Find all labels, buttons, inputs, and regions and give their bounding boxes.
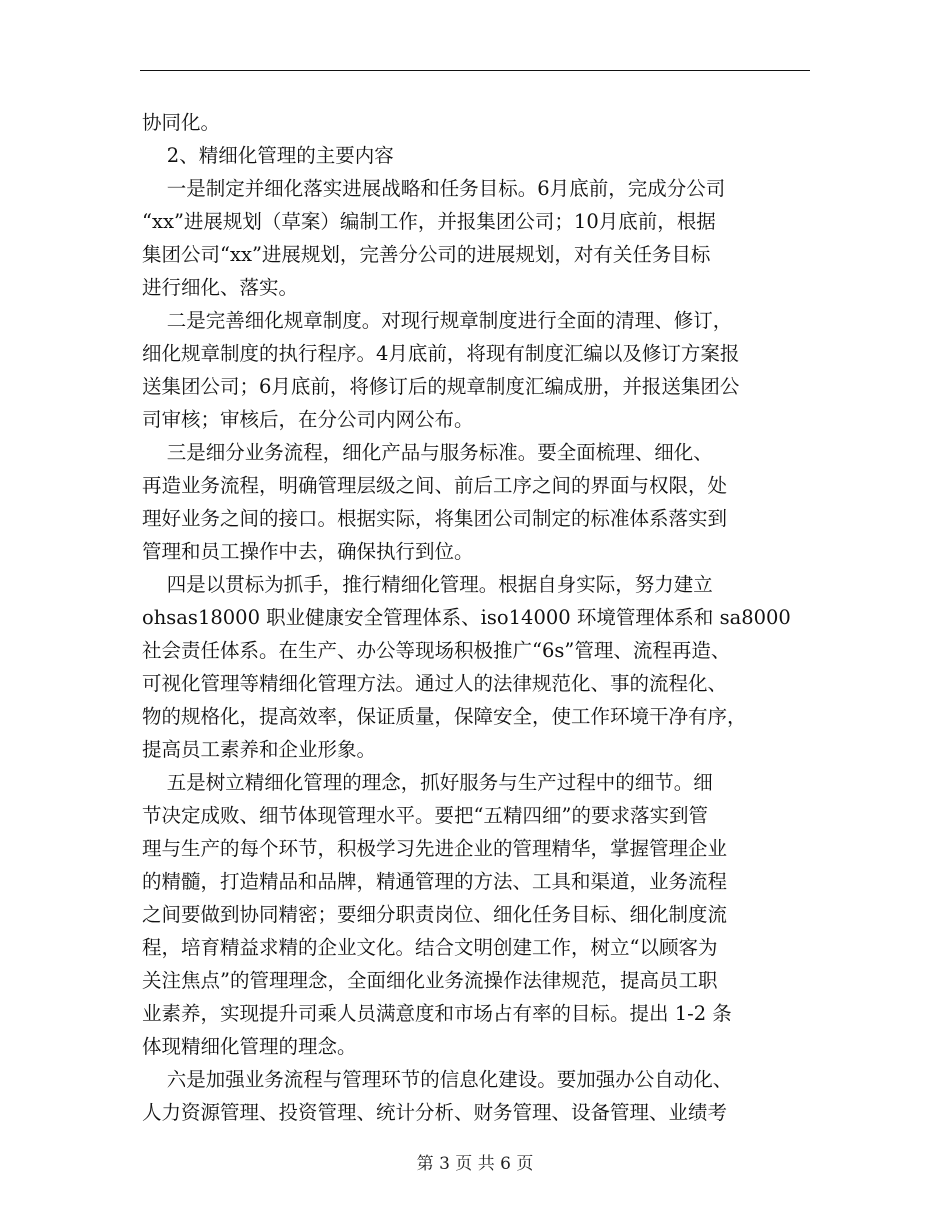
text-line: 二是完善细化规章制度。对现行规章制度进行全面的清理、修订， — [142, 309, 733, 332]
text-line: 社会责任体系。在生产、办公等现场积极推广“6s”管理、流程再造、 — [142, 639, 731, 662]
text-line: 提高员工素养和企业形象。 — [142, 738, 377, 761]
text-line: 五是树立精细化管理的理念，抓好服务与生产过程中的细节。细 — [142, 771, 713, 794]
text-line: 三是细分业务流程，细化产品与服务标准。要全面梳理、细化、 — [142, 441, 713, 464]
text-line: 四是以贯标为抓手，推行精细化管理。根据自身实际，努力建立 — [142, 573, 713, 596]
text-line: 集团公司“xx”进展规划，完善分公司的进展规划，对有关任务目标 — [142, 243, 711, 266]
text-line: 一是制定并细化落实进展战略和任务目标。6月底前，完成分公司 — [142, 177, 726, 200]
text-line: 再造业务流程，明确管理层级之间、前后工序之间的界面与权限，处 — [142, 474, 728, 497]
text-line: 细化规章制度的执行程序。4月底前，将现有制度汇编以及修订方案报 — [142, 342, 740, 365]
text-line: “xx”进展规划（草案）编制工作，并报集团公司；10月底前，根据 — [142, 210, 716, 233]
text-line: 进行细化、落实。 — [142, 276, 299, 299]
text-line: 的精髓，打造精品和品牌，精通管理的方法、工具和渠道，业务流程 — [142, 870, 728, 893]
text-line: 协同化。 — [142, 111, 221, 134]
header-rule — [140, 70, 810, 71]
text-line: 六是加强业务流程与管理环节的信息化建设。要加强办公自动化、 — [142, 1068, 733, 1091]
text-line: 之间要做到协同精密；要细分职责岗位、细化任务目标、细化制度流 — [142, 903, 728, 926]
text-line: ohsas18000 职业健康安全管理体系、iso14000 环境管理体系和 sa8000 — [142, 606, 791, 629]
text-line: 可视化管理等精细化管理方法。通过人的法律规范化、事的流程化、 — [142, 672, 728, 695]
text-line: 送集团公司；6月底前，将修订后的规章制度汇编成册，并报送集团公 — [142, 375, 740, 398]
text-line: 管理和员工操作中去，确保执行到位。 — [142, 540, 474, 563]
document-body — [142, 106, 812, 1129]
text-line: 关注焦点”的管理理念，全面细化业务流操作法律规范，提高员工职 — [142, 969, 718, 992]
text-line: 物的规格化，提高效率，保证质量，保障安全，使工作环境干净有序， — [142, 705, 747, 728]
page-footer: 第 3 页 共 6 页 — [416, 1154, 534, 1174]
text-line: 2、精细化管理的主要内容 — [142, 144, 394, 167]
text-line: 理与生产的每个环节，积极学习先进企业的管理精华，掌握管理企业 — [142, 837, 728, 860]
text-line: 节决定成败、细节体现管理水平。要把“五精四细”的要求落实到管 — [142, 804, 708, 827]
text-line: 理好业务之间的接口。根据实际，将集团公司制定的标准体系落实到 — [142, 507, 728, 530]
text-line: 程，培育精益求精的企业文化。结合文明创建工作，树立“以顾客为 — [142, 936, 718, 959]
text-line: 体现精细化管理的理念。 — [142, 1035, 357, 1058]
text-line: 司审核；审核后，在分公司内网公布。 — [142, 408, 474, 431]
text-line: 业素养，实现提升司乘人员满意度和市场占有率的目标。提出 1-2 条 — [142, 1002, 732, 1025]
text-line: 人力资源管理、投资管理、统计分析、财务管理、设备管理、业绩考 — [142, 1101, 728, 1124]
